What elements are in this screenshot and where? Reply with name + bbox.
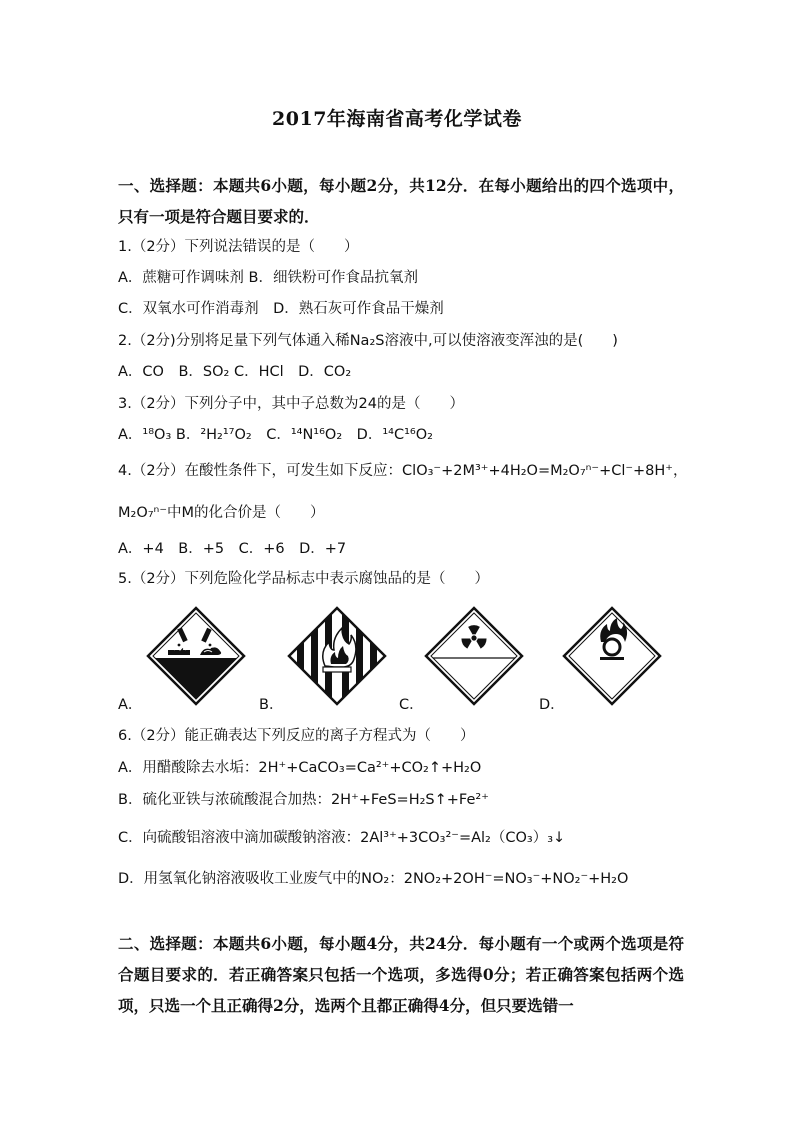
oxidizer-hazard-symbol bbox=[562, 606, 662, 706]
section2-heading: 二、选择题：本题共6小题，每小题4分，共24分．每小题有一个或两个选项是符合题目要求的．若正确答案只包括一个选项，多选得0分；若正确答案包括两个选项，只选一个且正确得2分，选两个且都正确得4分，但只要选错一 bbox=[118, 934, 684, 1015]
q5-option-d: D． bbox=[539, 697, 565, 713]
q6-stem: 6.（2分）能正确表达下列反应的离子方程式为（ ） bbox=[118, 728, 475, 744]
q1-options-ab: A．蔗糖可作调味剂 B．细铁粉可作食品抗氧剂 bbox=[118, 270, 418, 286]
q5-option-a: A． bbox=[118, 697, 143, 713]
q3-options: A．¹⁸O₃ B．²H₂¹⁷O₂ C．¹⁴N¹⁶O₂ D．¹⁴C¹⁶O₂ bbox=[118, 427, 433, 443]
q2-stem: 2.（2分)分别将足量下列气体通入稀Na₂S溶液中,可以使溶液变浑浊的是( ) bbox=[118, 333, 618, 349]
q6-option-d: D．用氢氧化钠溶液吸收工业废气中的NO₂：2NO₂+2OH⁻=NO₃⁻+NO₂⁻+H₂O bbox=[118, 871, 629, 887]
q1-stem: 1.（2分）下列说法错误的是（ ） bbox=[118, 239, 359, 255]
q6-option-b: B．硫化亚铁与浓硫酸混合加热：2H⁺+FeS=H₂S↑+Fe²⁺ bbox=[118, 792, 489, 808]
q5-option-c: C． bbox=[399, 697, 424, 713]
q4-stem: 4.（2分）在酸性条件下，可发生如下反应：ClO₃⁻+2M³⁺+4H₂O=M₂O₇ⁿ⁻+Cl⁻+8H⁺， bbox=[118, 463, 688, 479]
flammable-solid-hazard-symbol bbox=[287, 606, 387, 706]
corrosive-hazard-symbol bbox=[146, 606, 246, 706]
q3-stem: 3.（2分）下列分子中，其中子总数为24的是（ ） bbox=[118, 396, 465, 412]
q4-stem-cont: M₂O₇ⁿ⁻中M的化合价是（ ） bbox=[118, 505, 325, 521]
q1-options-cd: C．双氧水可作消毒剂 D．熟石灰可作食品干燥剂 bbox=[118, 301, 444, 317]
q2-options: A．CO B．SO₂ C．HCl D．CO₂ bbox=[118, 364, 352, 380]
q4-options: A．+4 B．+5 C．+6 D．+7 bbox=[118, 541, 347, 557]
q5-option-labels bbox=[118, 693, 638, 713]
q6-option-a: A．用醋酸除去水垢：2H⁺+CaCO₃=Ca²⁺+CO₂↑+H₂O bbox=[118, 760, 482, 776]
q5-stem: 5.（2分）下列危险化学品标志中表示腐蚀品的是（ ） bbox=[118, 571, 490, 587]
q6-option-c: C．向硫酸铝溶液中滴加碳酸钠溶液：2Al³⁺+3CO₃²⁻=Al₂（CO₃）₃↓ bbox=[118, 830, 566, 846]
section1-heading: 一、选择题：本题共6小题，每小题2分，共12分．在每小题给出的四个选项中，只有一项是符合题目要求的． bbox=[118, 176, 684, 226]
q5-option-b: B． bbox=[259, 697, 284, 713]
page-title: 2017年海南省高考化学试卷 bbox=[272, 108, 522, 130]
radioactive-hazard-symbol bbox=[424, 606, 524, 706]
